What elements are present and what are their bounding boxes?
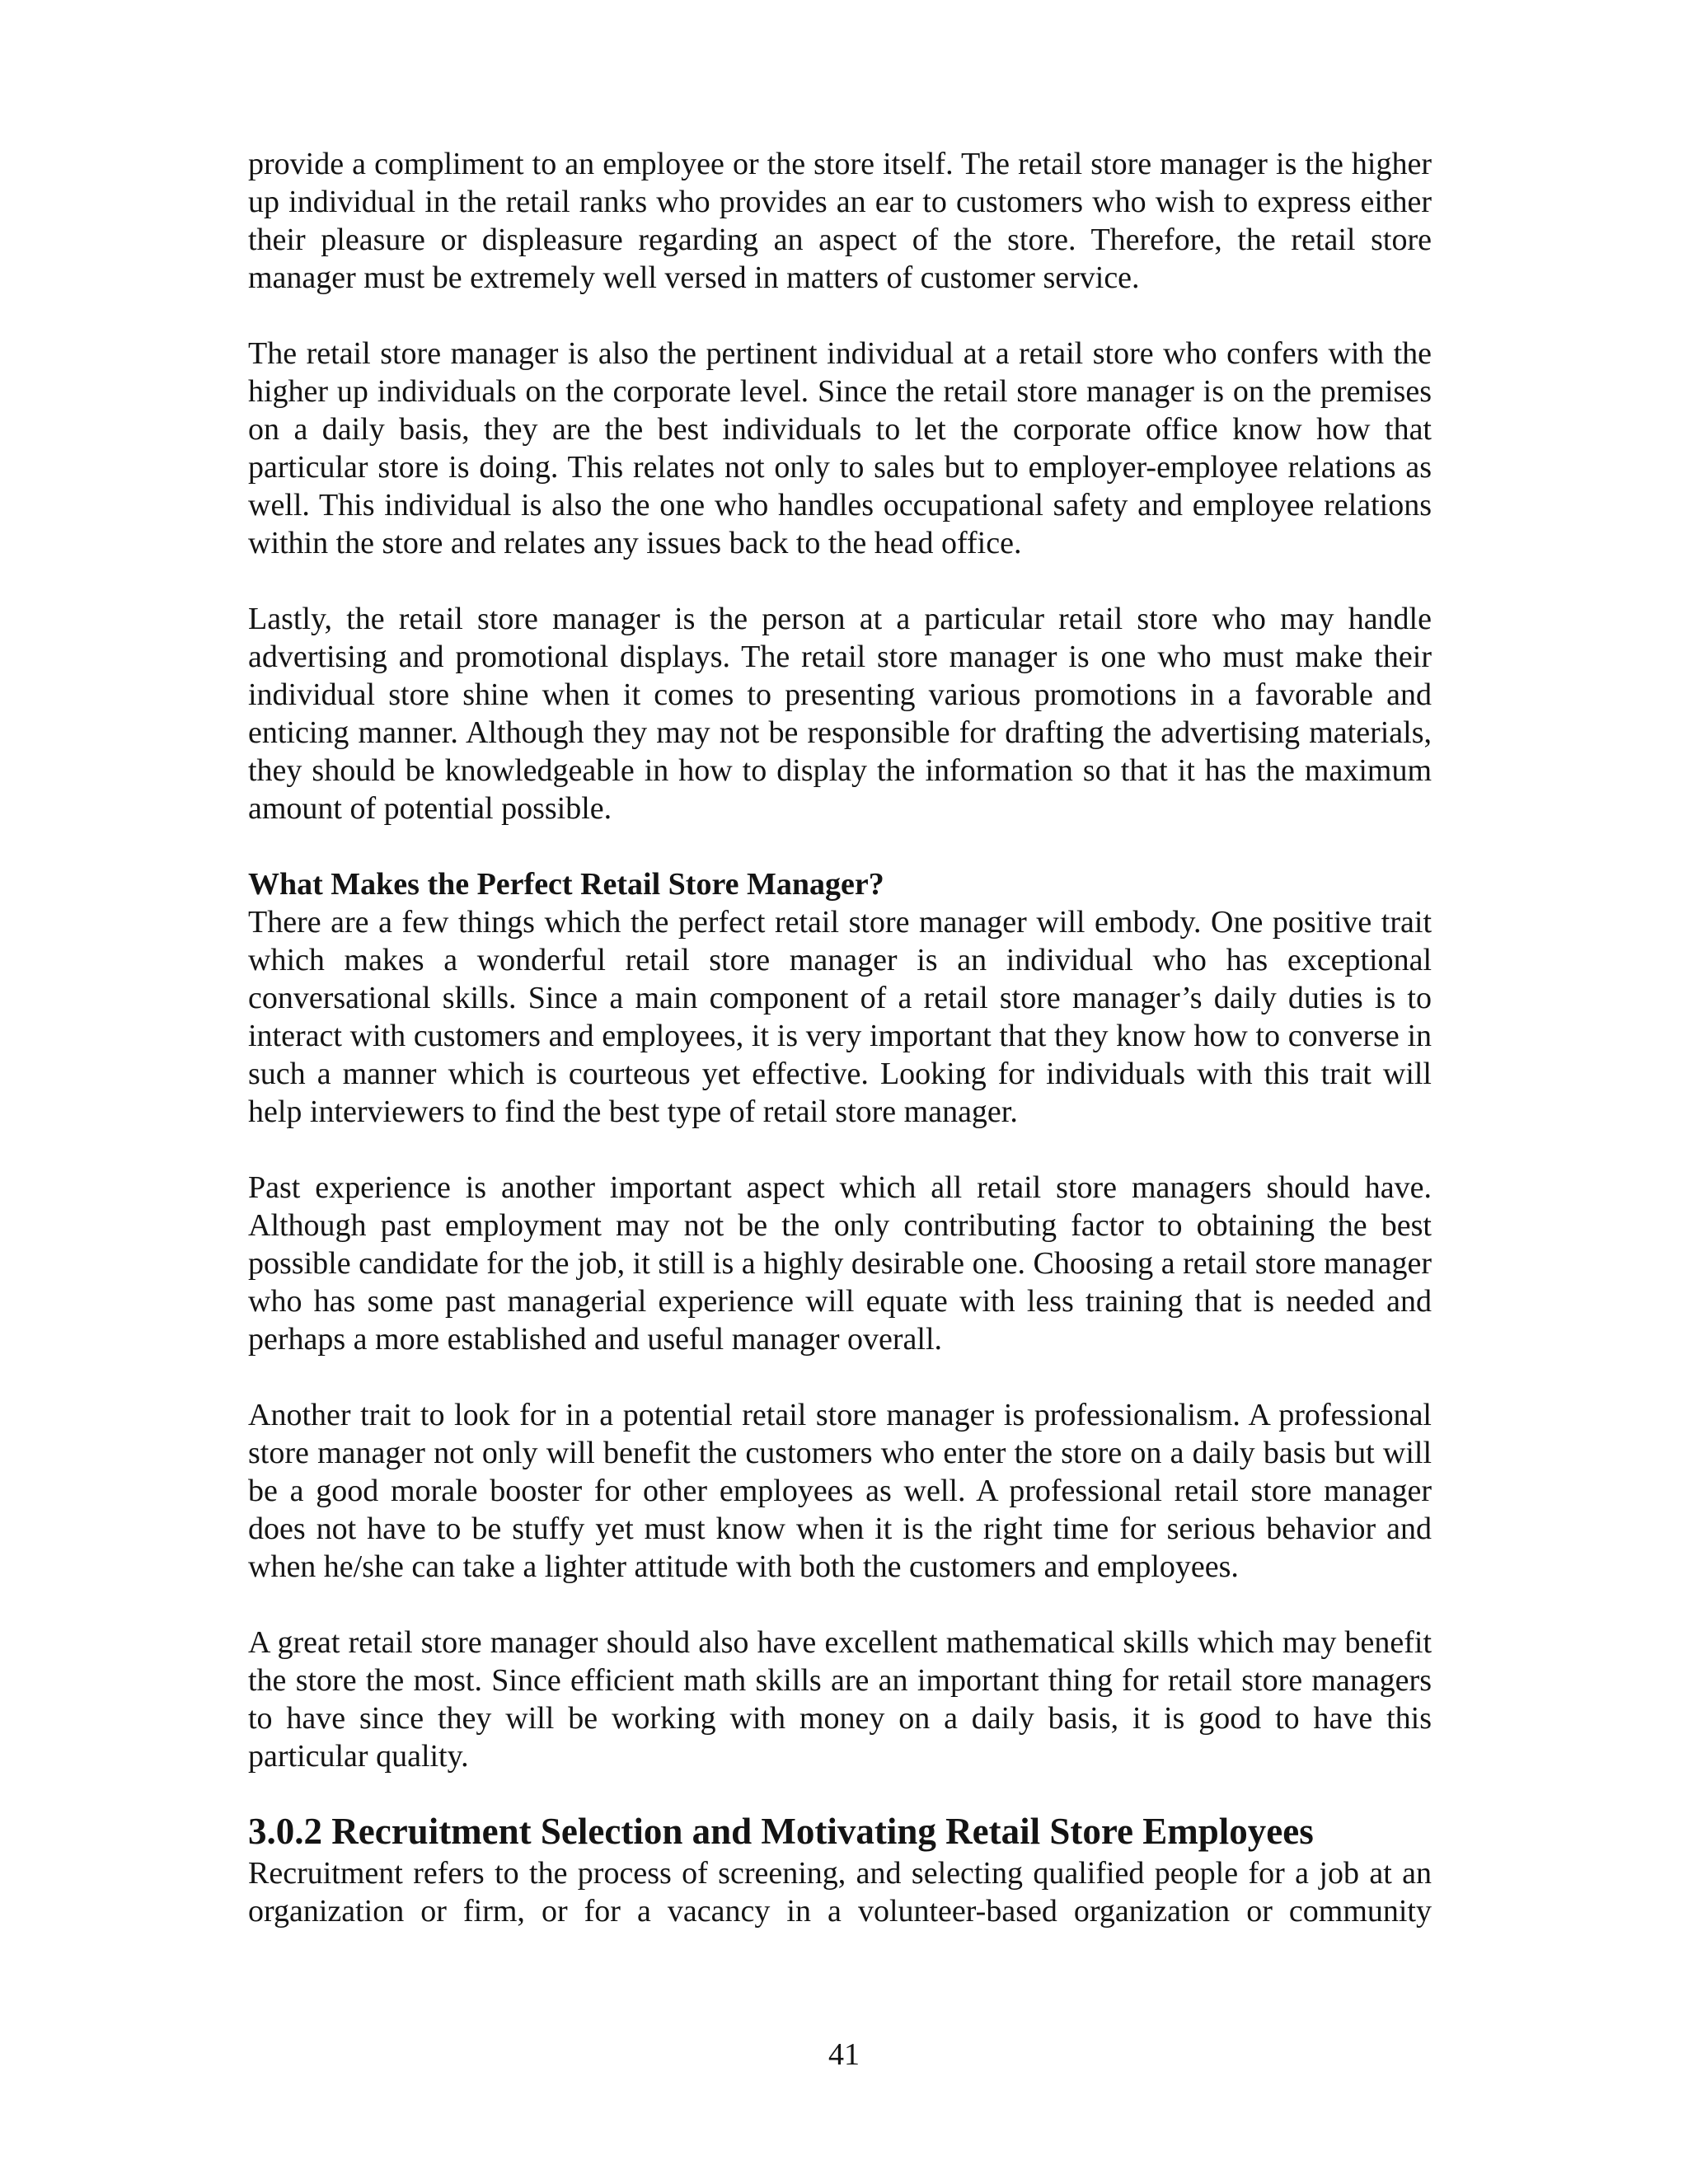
paragraph-conversational-skills: There are a few things which the perfect retail store manager will embody. One positive trait which makes a wonderful retail store manager is an individual who has exceptional conversational skills. Since a main component of a retail store manager’s daily duties is to interact with customers and employees, it is very important that they know how to converse in such a manner which is courteous yet effective. Looking for individuals with this trait will help interviewers to find the best type of retail store manager.: [248, 905, 1432, 1129]
paragraph-gap: [248, 827, 1432, 865]
paragraph-customer-service: provide a compliment to an employee or the store itself. The retail store manager is the higher up individual in the retail ranks who provides an ear to customers who wish to express either their pleasure or displeasure regarding an aspect of the store. Therefore, the retail store manager must be extremely well versed in matters of customer service.: [248, 147, 1432, 295]
paragraph-gap: [248, 1358, 1432, 1396]
paragraph-corporate-liaison: The retail store manager is also the pertinent individual at a retail store who confers with the higher up individuals on the corporate level. Since the retail store manager is on the premises on a daily basis, they are the best individuals to let the corporate office know how that particular store is doing. This relates not only to sales but to employer-employee relations as well. This individual is also the one who handles occupational safety and employee relations within the store and relates any issues back to the head office.: [248, 336, 1432, 560]
paragraph-math-skills: A great retail store manager should also have excellent mathematical skills which may benefit the store the most. Since efficient math skills are an important thing for retail store managers to have since they will be working with money on a daily basis, it is good to have this particular quality.: [248, 1625, 1432, 1774]
paragraph-advertising: Lastly, the retail store manager is the person at a particular retail store who may handle advertising and promotional displays. The retail store manager is one who must make their individual store shine when it comes to presenting various promotions in a favorable and enticing manner. Although they may not be responsible for drafting the advertising materials, they should be knowledgeable in how to display the information so that it has the maximum amount of potential possible.: [248, 602, 1432, 826]
subheading-perfect-manager: What Makes the Perfect Retail Store Manager?: [248, 867, 884, 902]
section-heading-recruitment: 3.0.2 Recruitment Selection and Motivating Retail Store Employees: [248, 1811, 1314, 1852]
paragraph-gap: [248, 297, 1432, 335]
page-number: 41: [828, 2037, 860, 2072]
paragraph-gap: [248, 1131, 1432, 1169]
paragraph-professionalism: Another trait to look for in a potential retail store manager is professionalism. A professional store manager not only will benefit the customers who enter the store on a daily basis but will be a good morale booster for other employees as well. A professional retail store manager does not have to be stuffy yet must know when it is the right time for serious behavior and when he/she can take a lighter attitude with both the customers and employees.: [248, 1398, 1432, 1584]
paragraph-recruitment: Recruitment refers to the process of screening, and selecting qualified people for a job at an organization or firm, or for a vacancy in a volunteer-based organization or community: [248, 1856, 1432, 1929]
paragraph-gap: [248, 1586, 1432, 1624]
paragraph-gap: [248, 562, 1432, 600]
document-body: [248, 145, 1432, 1930]
paragraph-past-experience: Past experience is another important aspect which all retail store managers should have. Although past employment may not be the only contributing factor to obtaining the best possible candidate for the job, it still is a highly desirable one. Choosing a retail store manager who has some past managerial experience will equate with less training that is needed and perhaps a more established and useful manager overall.: [248, 1170, 1432, 1357]
